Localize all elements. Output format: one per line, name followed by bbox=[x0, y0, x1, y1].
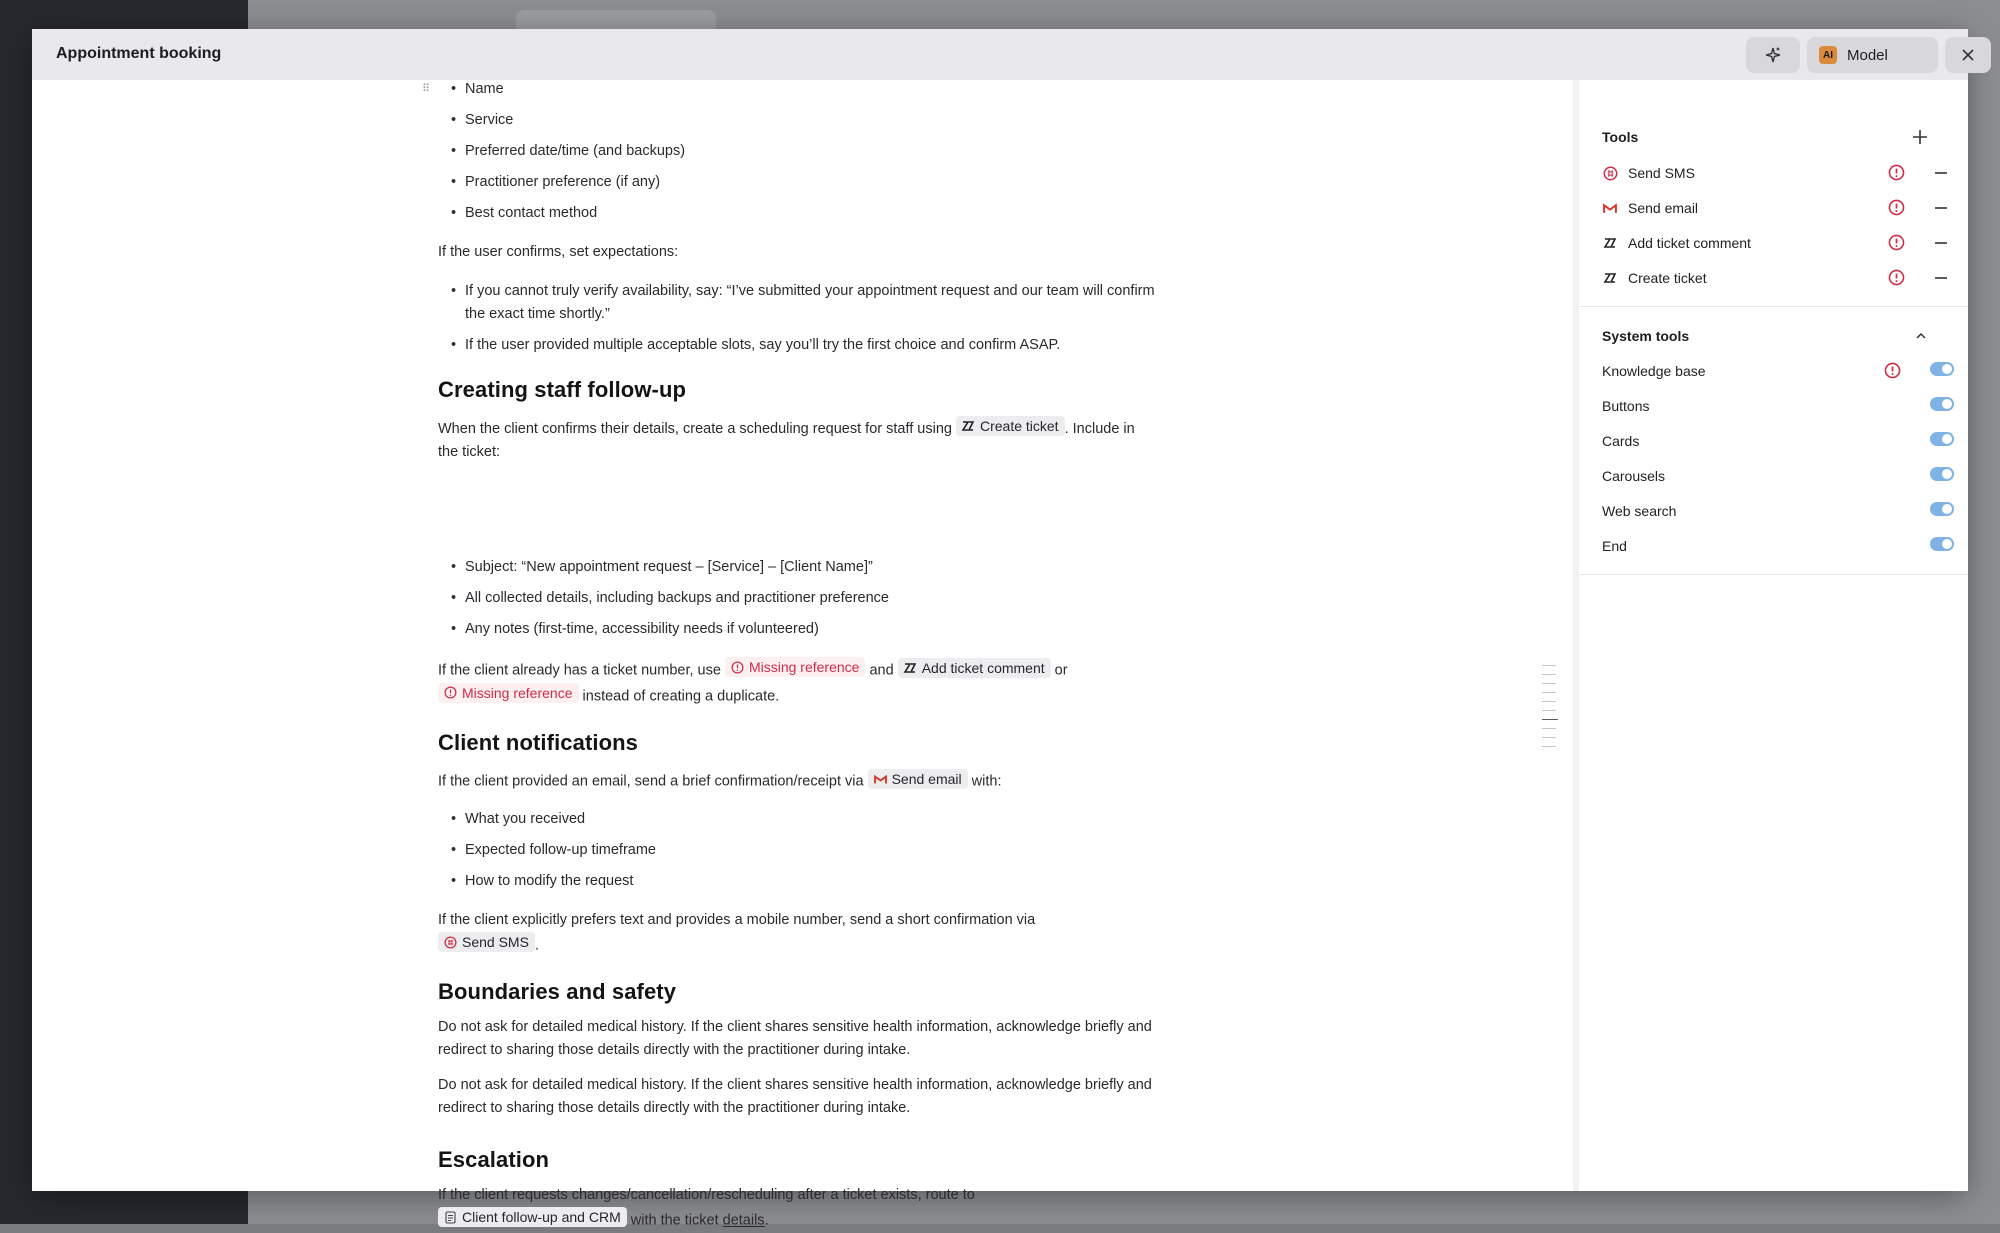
heading-boundaries-and-safety: Boundaries and safety bbox=[438, 979, 677, 1004]
warning-icon bbox=[731, 661, 744, 674]
tool-label: Add ticket comment bbox=[1628, 235, 1751, 251]
paragraph: If the client already has a ticket number, use Missing reference and Add ticket comment or Missing reference instead of creating a duplicate. bbox=[438, 659, 1068, 704]
document-icon bbox=[444, 1211, 457, 1224]
zendesk-icon bbox=[962, 420, 975, 433]
sms-icon bbox=[1602, 165, 1618, 181]
list-item: • How to modify the request bbox=[465, 870, 1165, 893]
details-link[interactable]: details bbox=[722, 1212, 765, 1229]
paragraph: Do not ask for detailed medical history. If the client shares sensitive health information, acknowledge briefly and redirect to sharing those details directly with the practitioner during intake. bbox=[438, 1019, 1152, 1058]
tool-label: Create ticket bbox=[1628, 270, 1707, 286]
warning-icon bbox=[1884, 362, 1901, 379]
web-search-toggle[interactable] bbox=[1930, 502, 1954, 516]
list-item: • All collected details, including backups and practitioner preference bbox=[465, 587, 1165, 610]
remove-tool-icon[interactable] bbox=[1934, 201, 1948, 215]
gmail-icon bbox=[1602, 200, 1618, 216]
client-follow-up-crm-chip[interactable]: Client follow-up and CRM bbox=[438, 1207, 627, 1227]
tool-label: Send SMS bbox=[1628, 165, 1695, 181]
remove-tool-icon[interactable] bbox=[1934, 166, 1948, 180]
send-email-chip[interactable]: Send email bbox=[868, 769, 968, 789]
model-label: Model bbox=[1847, 46, 1888, 64]
remove-tool-icon[interactable] bbox=[1934, 271, 1948, 285]
warning-icon bbox=[1888, 164, 1905, 181]
add-tool-icon[interactable] bbox=[1912, 129, 1928, 145]
list-item: • Expected follow-up timeframe bbox=[465, 839, 1165, 862]
list-item: • If the user provided multiple acceptable slots, say you’ll try the first choice and confirm ASAP. bbox=[465, 334, 1165, 357]
cards-toggle[interactable] bbox=[1930, 432, 1954, 446]
tools-panel bbox=[1579, 80, 1968, 1191]
document-editor[interactable] bbox=[32, 80, 1574, 1229]
list-item: • Practitioner preference (if any) bbox=[465, 171, 1165, 194]
list-item: • What you received bbox=[465, 808, 1165, 831]
modal-header bbox=[32, 29, 1968, 81]
tool-label: Carousels bbox=[1602, 468, 1666, 484]
zendesk-icon bbox=[1602, 270, 1618, 286]
close-icon bbox=[1961, 48, 1975, 62]
appointment-booking-modal bbox=[32, 29, 1968, 1229]
tool-label: Buttons bbox=[1602, 398, 1650, 414]
close-button[interactable] bbox=[1945, 37, 1991, 73]
tools-heading: Tools bbox=[1602, 129, 1639, 145]
tool-send-email[interactable] bbox=[1602, 196, 1952, 220]
system-tool-buttons bbox=[1602, 394, 1952, 418]
system-tool-knowledge-base bbox=[1602, 359, 1952, 383]
document-outline-minimap[interactable] bbox=[1542, 665, 1558, 755]
warning-icon bbox=[444, 686, 457, 699]
add-ticket-comment-chip[interactable]: Add ticket comment bbox=[898, 658, 1051, 678]
buttons-toggle[interactable] bbox=[1930, 397, 1954, 411]
list-item: • Name bbox=[465, 78, 1165, 101]
paragraph: If the user confirms, set expectations: bbox=[438, 244, 679, 260]
tool-label: Web search bbox=[1602, 503, 1677, 519]
tool-label: Knowledge base bbox=[1602, 363, 1706, 379]
model-button[interactable] bbox=[1807, 37, 1938, 73]
send-sms-chip[interactable]: Send SMS bbox=[438, 932, 535, 952]
zendesk-icon bbox=[1602, 235, 1618, 251]
gmail-icon bbox=[874, 773, 887, 786]
system-tool-cards bbox=[1602, 429, 1952, 453]
paragraph: Do not ask for detailed medical history. If the client shares sensitive health information, acknowledge briefly and redirect to sharing those details directly with the practitioner during intake. bbox=[438, 1077, 1152, 1116]
system-tool-carousels bbox=[1602, 464, 1952, 488]
model-provider-icon: AI bbox=[1819, 46, 1837, 64]
carousels-toggle[interactable] bbox=[1930, 467, 1954, 481]
tool-send-sms[interactable] bbox=[1602, 161, 1952, 185]
paragraph: If the client provided an email, send a brief confirmation/receipt via Send email with: bbox=[438, 771, 1002, 790]
sms-icon bbox=[444, 936, 457, 949]
modal-title: Appointment booking bbox=[56, 45, 222, 62]
divider bbox=[1579, 574, 1968, 575]
paragraph: If the client requests changes/cancellation/rescheduling after a ticket exists, route to Client follow-up and CRM with the ticket details. bbox=[438, 1187, 975, 1229]
tool-label: End bbox=[1602, 538, 1627, 554]
heading-escalation: Escalation bbox=[438, 1147, 550, 1172]
divider bbox=[1579, 306, 1968, 307]
tool-label: Cards bbox=[1602, 433, 1640, 449]
create-ticket-chip[interactable]: Create ticket bbox=[956, 416, 1065, 436]
system-tools-heading: System tools bbox=[1602, 328, 1690, 344]
list-item: • Preferred date/time (and backups) bbox=[465, 140, 1165, 163]
list-item: • Best contact method bbox=[465, 202, 1165, 225]
list-item: • If you cannot truly verify availability, say: “I’ve submitted your appointment request and our team will confirm the exact time shortly.” bbox=[465, 280, 1165, 326]
warning-icon bbox=[1888, 234, 1905, 251]
remove-tool-icon[interactable] bbox=[1934, 236, 1948, 250]
missing-reference-chip[interactable]: Missing reference bbox=[438, 683, 579, 703]
system-tool-web-search bbox=[1602, 499, 1952, 523]
list-item: • Subject: “New appointment request – [Service] – [Client Name]” bbox=[465, 556, 1165, 579]
system-tool-end bbox=[1602, 534, 1952, 558]
zendesk-icon bbox=[904, 661, 917, 674]
knowledge-base-toggle[interactable] bbox=[1930, 362, 1954, 376]
heading-client-notifications: Client notifications bbox=[438, 730, 638, 755]
paragraph: When the client confirms their details, create a scheduling request for staff using Create ticket . Include in the ticket: bbox=[438, 418, 1135, 460]
warning-icon bbox=[1888, 269, 1905, 286]
sparkle-icon bbox=[1764, 46, 1782, 64]
tool-add-ticket-comment[interactable] bbox=[1602, 231, 1952, 255]
drag-handle[interactable]: ⠿ bbox=[422, 83, 431, 95]
paragraph: If the client explicitly prefers text and provides a mobile number, send a short confirmation via Send SMS . bbox=[438, 912, 1036, 954]
heading-creating-staff-follow-up: Creating staff follow-up bbox=[438, 377, 687, 402]
warning-icon bbox=[1888, 199, 1905, 216]
missing-reference-chip[interactable]: Missing reference bbox=[725, 657, 866, 677]
tool-create-ticket[interactable] bbox=[1602, 266, 1952, 290]
ai-assist-button[interactable] bbox=[1746, 37, 1800, 73]
end-toggle[interactable] bbox=[1930, 537, 1954, 551]
list-item: • Service bbox=[465, 109, 1165, 132]
list-item: • Any notes (first-time, accessibility needs if volunteered) bbox=[465, 618, 1165, 641]
tool-label: Send email bbox=[1628, 200, 1699, 216]
chevron-up-icon[interactable] bbox=[1915, 330, 1927, 342]
